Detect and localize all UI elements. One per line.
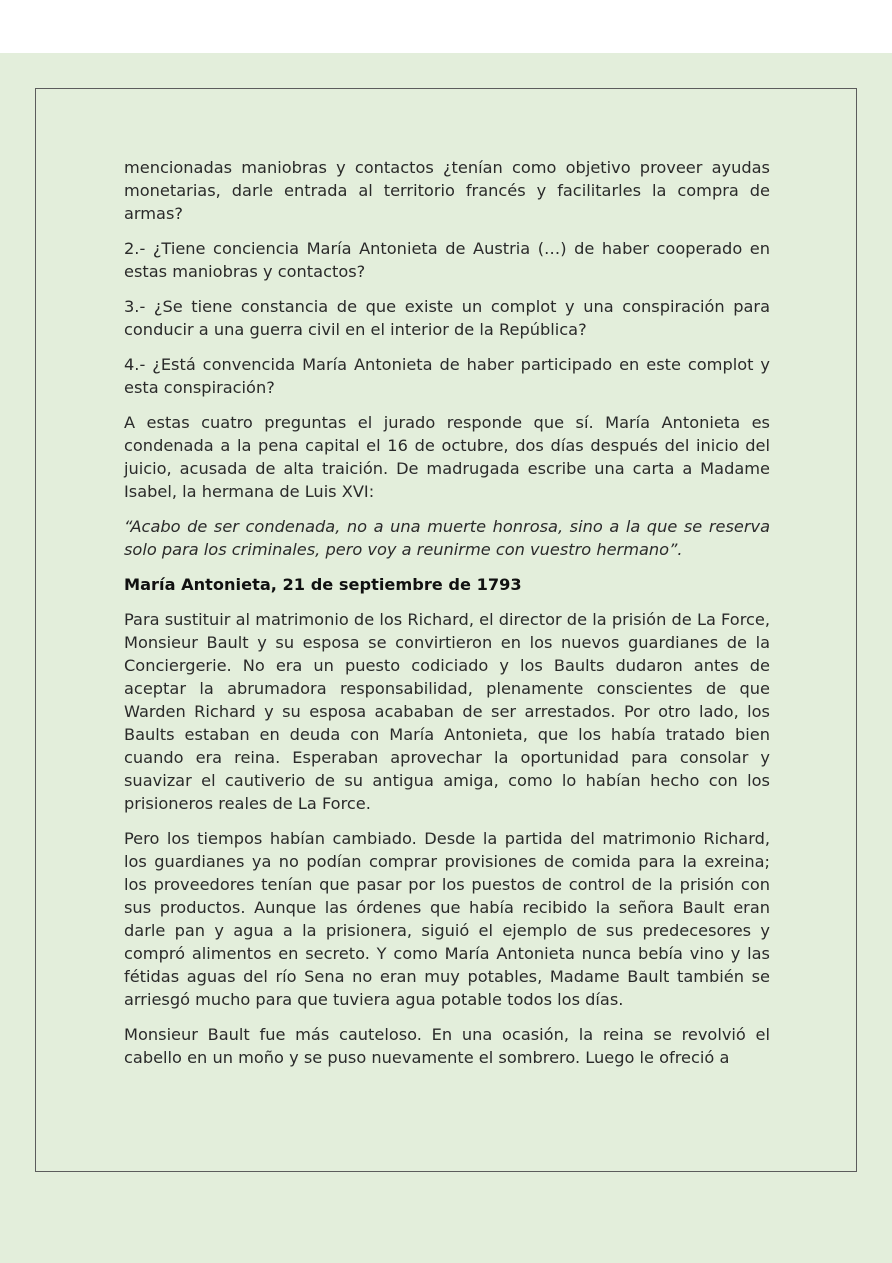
letter-quote: “Acabo de ser condenada, no a una muerte honrosa, sino a la que se reserva solo para los criminales, pero voy a reunirme con vuestro hermano”. [124,517,770,559]
section-heading: María Antonieta, 21 de septiembre de 1793 [124,575,522,594]
paragraph-question-4: 4.- ¿Está convencida María Antonieta de haber participado en este complot y esta conspiración? [124,355,770,397]
document-body [124,156,770,1069]
paragraph-continuation: mencionadas maniobras y contactos ¿tenían como objetivo proveer ayudas monetarias, darle entrada al territorio francés y facilitarles la compra de armas? [124,158,770,223]
paragraph-times-changed: Pero los tiempos habían cambiado. Desde la partida del matrimonio Richard, los guardianes ya no podían comprar provisiones de comida para la exreina; los proveedores tenían que pasar por los puestos de control de la prisión con sus productos. Aunque las órdenes que había recibido la señora Bault eran darle pan y agua a la prisionera, siguió el ejemplo de sus predecesores y compró alimentos en secreto. Y como María Antonieta nunca bebía vino y las fétidas aguas del río Sena no eran muy potables, Madame Bault también se arriesgó mucho para que tuviera agua potable todos los días. [124,829,770,1009]
paragraph-baults: Para sustituir al matrimonio de los Richard, el director de la prisión de La Force, Monsieur Bault y su esposa se convirtieron en los nuevos guardianes de la Conciergerie. No era un puesto codiciado y los Baults dudaron antes de aceptar la abrumadora responsabilidad, plenamente conscientes de que Warden Richard y su esposa acababan de ser arrestados. Por otro lado, los Baults estaban en deuda con María Antonieta, que los había tratado bien cuando era reina. Esperaban aprovechar la oportunidad para consolar y suavizar el cautiverio de su antigua amiga, como lo habían hecho con los prisioneros reales de La Force. [124,610,770,813]
paragraph-question-2: 2.- ¿Tiene conciencia María Antonieta de Austria (…) de haber cooperado en estas maniobras y contactos? [124,239,770,281]
paragraph-verdict: A estas cuatro preguntas el jurado responde que sí. María Antonieta es condenada a la pena capital el 16 de octubre, dos días después del inicio del juicio, acusada de alta traición. De madrugada escribe una carta a Madame Isabel, la hermana de Luis XVI: [124,413,770,501]
paragraph-monsieur-bault: Monsieur Bault fue más cauteloso. En una ocasión, la reina se revolvió el cabello en un moño y se puso nuevamente el sombrero. Luego le ofreció a [124,1025,770,1067]
paragraph-question-3: 3.- ¿Se tiene constancia de que existe un complot y una conspiración para conducir a una guerra civil en el interior de la República? [124,297,770,339]
